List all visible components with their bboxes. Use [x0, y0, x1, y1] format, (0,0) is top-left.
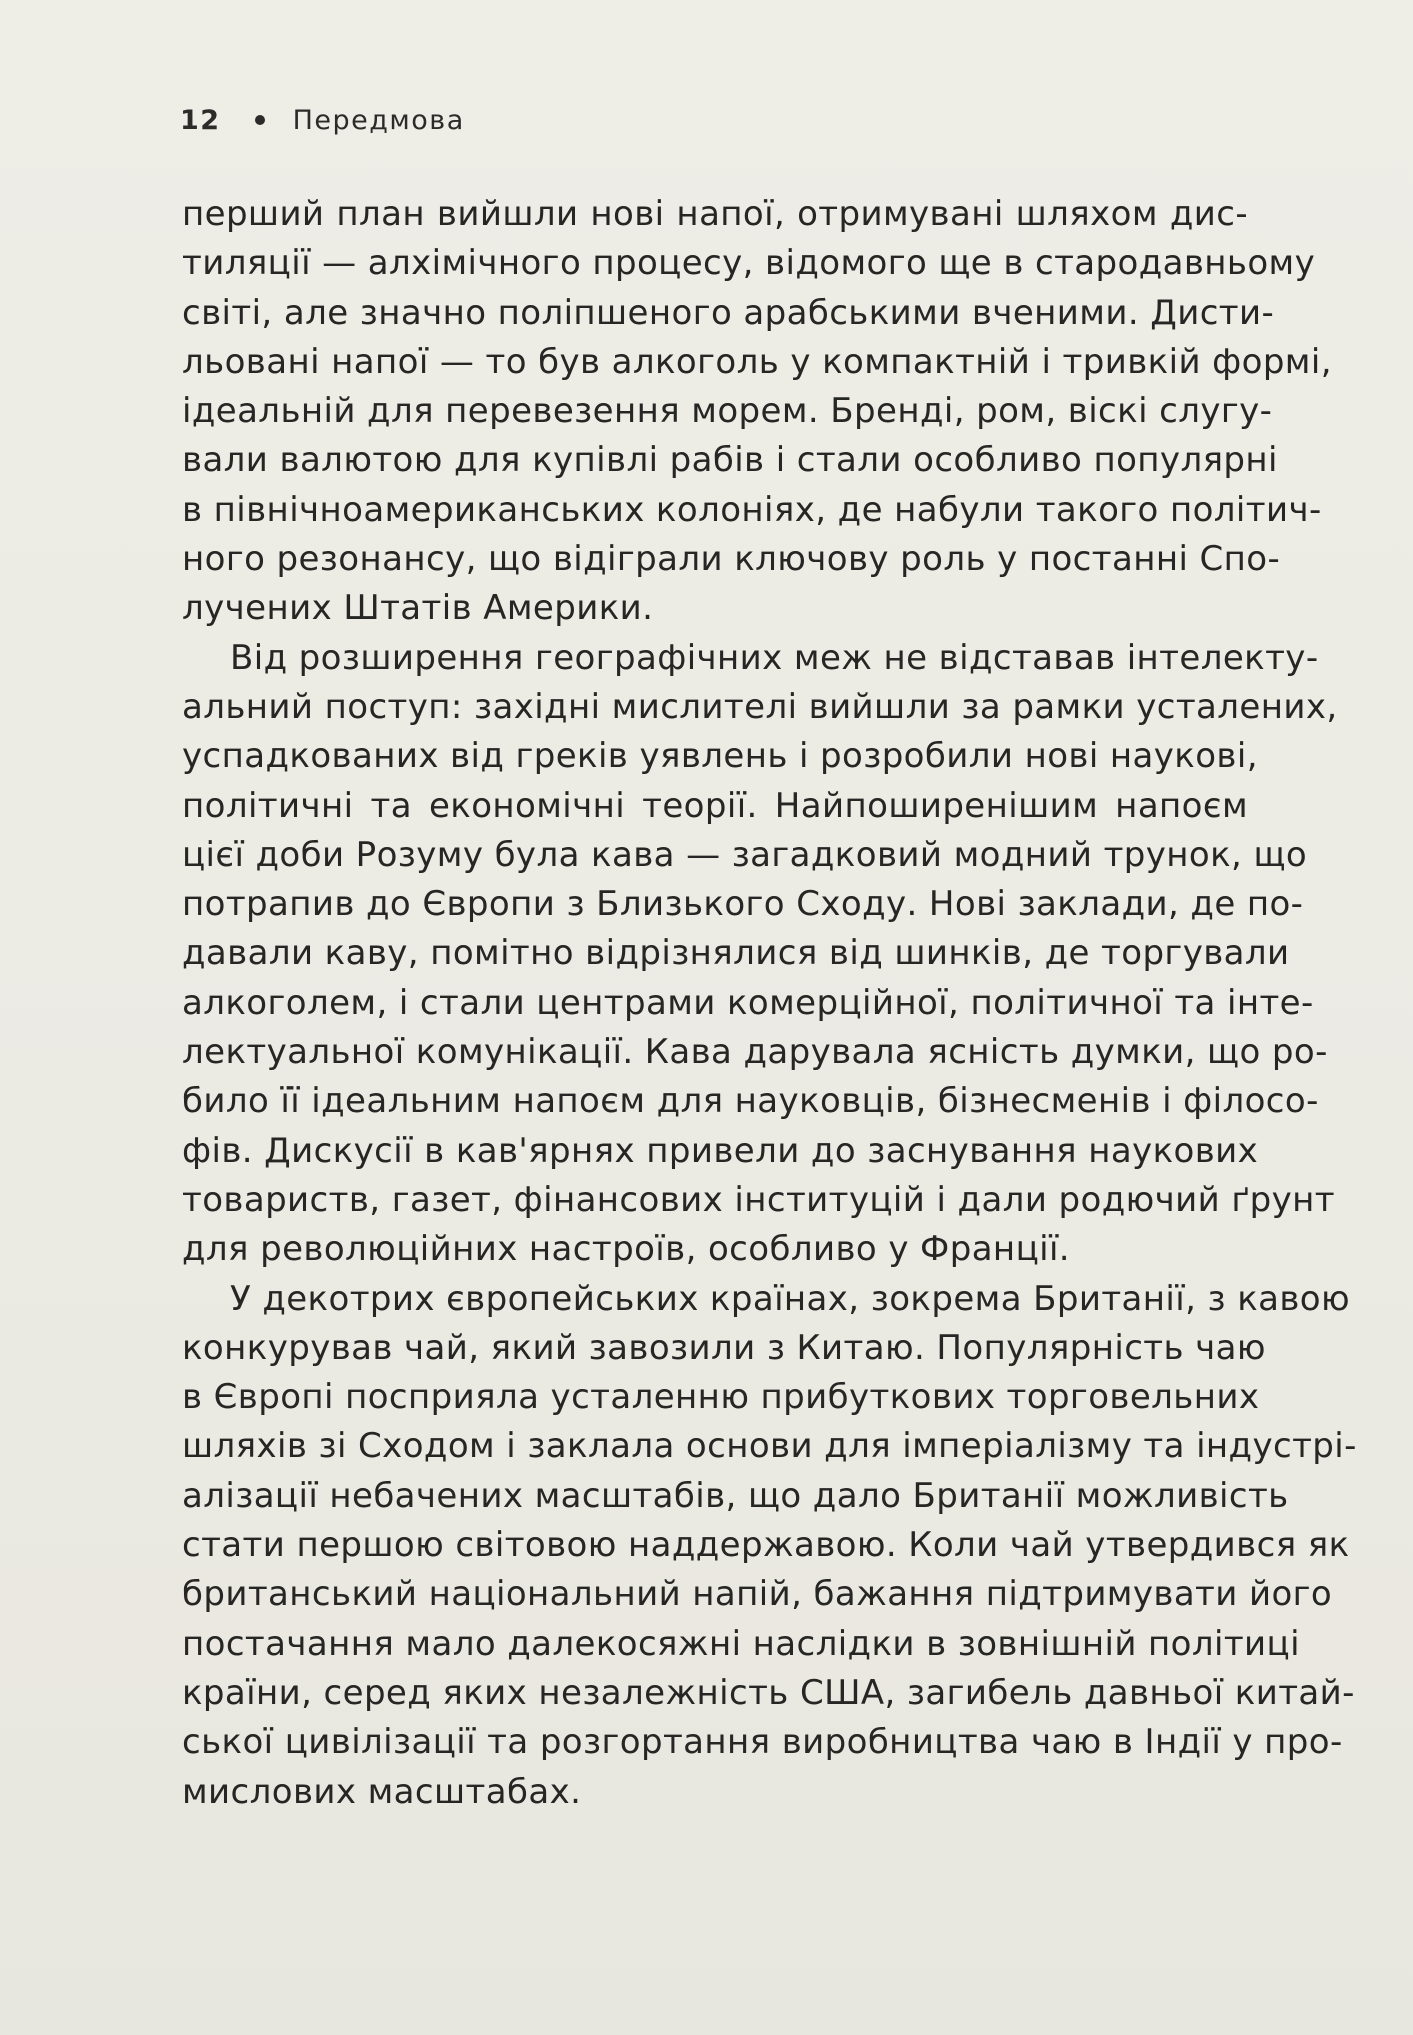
text-line: давали каву, помітно відрізнялися від шинків, де торгували [182, 933, 1290, 974]
text-line: постачання мало далекосяжні наслідки в зовнішній політиці [182, 1623, 1300, 1664]
text-line: шляхів зі Сходом і заклала основи для імперіалізму та індустрі- [182, 1426, 1357, 1467]
paragraph-3 [182, 1275, 1357, 1817]
text-line: в Європі посприяла усталенню прибуткових торговельних [182, 1377, 1260, 1418]
text-line: фів. Дискусії в кав'ярнях привели до заснування наукових [182, 1130, 1259, 1171]
text-line: перший план вийшли нові напої, отримувані шляхом дис- [182, 194, 1248, 234]
text-line: товариств, газет, фінансових інституцій і дали родючий ґрунт [182, 1179, 1335, 1220]
text-line: алізації небачених масштабів, що дало Британії можливість [182, 1475, 1289, 1516]
body-text [182, 190, 1357, 1817]
text-line: конкурував чай, який завозили з Китаю. Популярність чаю [182, 1327, 1266, 1368]
text-line: ного резонансу, що відіграли ключову роль у постанні Спо- [182, 539, 1281, 580]
text-line: ідеальній для перевезення морем. Бренді, ром, віскі слугу- [182, 391, 1273, 432]
text-line: мислових масштабах. [182, 1771, 582, 1812]
page-number: 12 [180, 104, 221, 136]
text-line: альний поступ: західні мислителі вийшли за рамки усталених, [182, 686, 1338, 727]
text-line: тиляції — алхімічного процесу, відомого ще в стародавньому [182, 243, 1316, 284]
text-line: ської цивілізації та розгортання виробництва чаю в Індії у про- [182, 1722, 1343, 1763]
text-line: країни, серед яких незалежність США, загибель давньої китай- [182, 1672, 1355, 1713]
text-line: британський національний напій, бажання підтримувати його [182, 1574, 1333, 1615]
text-line: політичні та економічні теорії. Найпоширенішим напоєм [182, 785, 1248, 826]
text-line: алкоголем, і стали центрами комерційної, політичної та інте- [182, 982, 1314, 1023]
text-line: цієї доби Розуму була кава — загадковий модний трунок, що [182, 834, 1308, 875]
text-line: Від розширення географічних меж не відставав інтелекту- [230, 637, 1319, 678]
text-line: лучених Штатів Америки. [182, 588, 654, 629]
text-line: У декотрих європейських країнах, зокрема Британії, з кавою [230, 1278, 1351, 1319]
text-line: льовані напої — то був алкоголь у компактній і тривкій формі, [182, 341, 1332, 382]
text-line: вали валютою для купівлі рабів і стали особливо популярні [182, 440, 1278, 481]
text-line: било її ідеальним напоєм для науковців, бізнесменів і філосо- [182, 1081, 1319, 1122]
paragraph-2 [182, 634, 1338, 1275]
bullet-separator-icon [255, 115, 265, 125]
section-title: Передмова [292, 104, 465, 136]
text-line: успадкованих від греків уявлень і розробили нові наукові, [182, 736, 1258, 777]
running-header [180, 100, 465, 140]
text-line: потрапив до Європи з Близького Сходу. Нові заклади, де по- [182, 884, 1304, 925]
text-line: стати першою світовою наддержавою. Коли чай утвердився як [182, 1525, 1350, 1566]
text-line: світі, але значно поліпшеного арабськими вченими. Дисти- [182, 292, 1275, 333]
text-line: лектуальної комунікації. Кава дарувала ясність думки, що ро- [182, 1032, 1328, 1073]
text-line: в північноамериканських колоніях, де набули такого політич- [182, 489, 1322, 530]
text-line: для революційних настроїв, особливо у Франції. [182, 1229, 1071, 1270]
paragraph-1 [182, 190, 1332, 634]
